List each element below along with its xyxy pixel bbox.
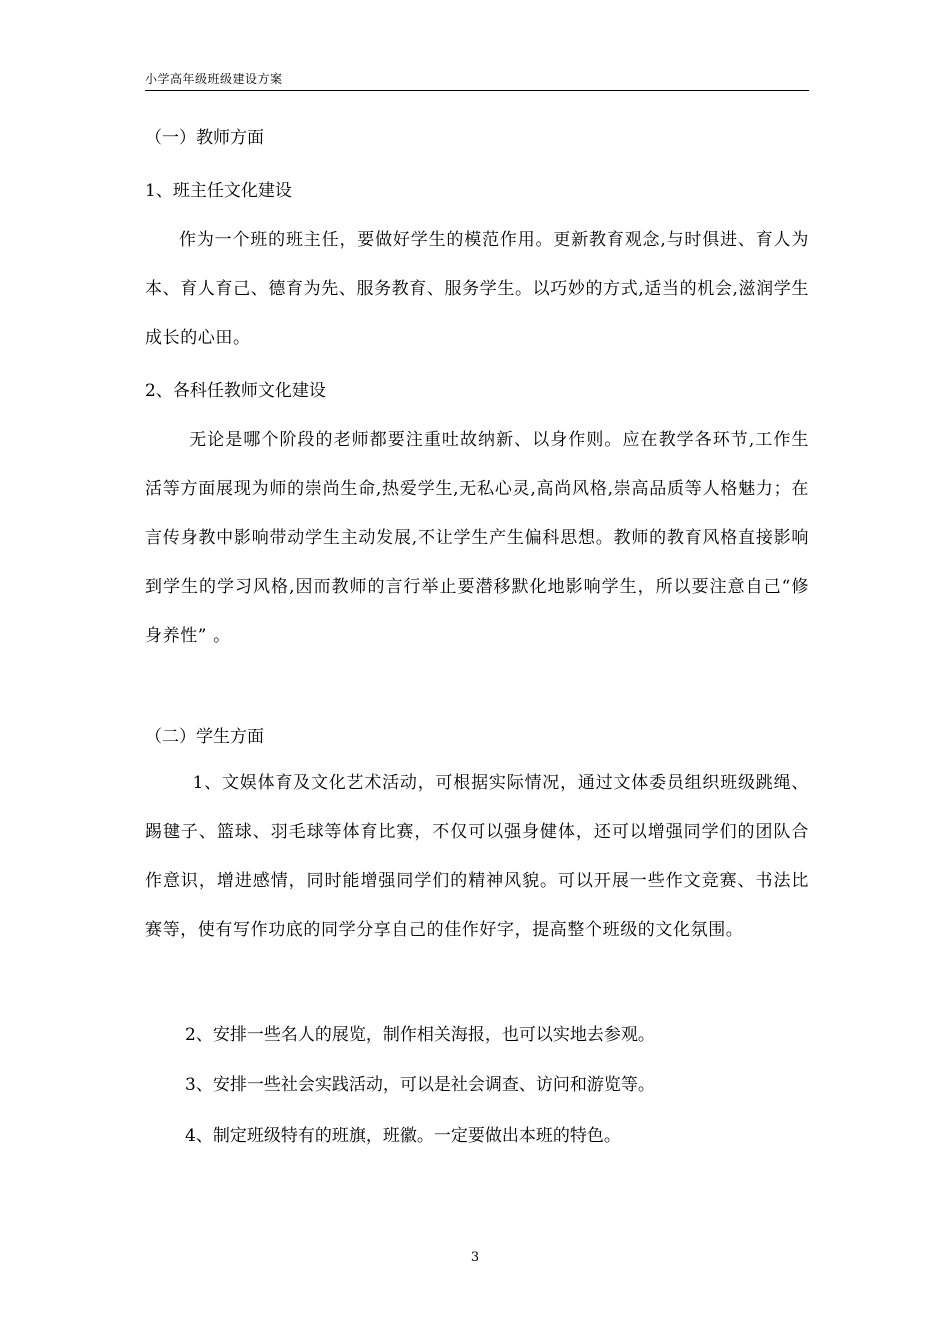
teacher-item1-text: 作为一个班的班主任，要做好学生的模范作用。更新教育观念,与时俱进、育人为本、育人育己、德育为先、服务教育、服务学生。以巧妙的方式,适当的机会,滋润学生成长的心田。 bbox=[145, 230, 809, 348]
section-heading-student: （二）学生方面 bbox=[145, 727, 264, 747]
header-title: 小学高年级班级建设方案 bbox=[145, 72, 283, 86]
teacher-item2-text: 无论是哪个阶段的老师都要注重吐故纳新、以身作则。应在教学各环节,工作生活等方面展现为师的崇尚生命,热爱学生,无私心灵,高尚风格,崇高品质等人格魅力；在言传身教中影响带动学生主动发展,不让学生产生偏科思想。教师的教育风格直接影响到学生的学习风格,因而教师的言行举止要潜移默化地影响学生，所以要注意自己“修身养性” 。 bbox=[145, 430, 809, 646]
section-heading-teacher: （一）教师方面 bbox=[145, 128, 264, 148]
student-item1-text: 1、文娱体育及文化艺术活动，可根据实际情况，通过文体委员组织班级跳绳、踢毽子、篮球、羽毛球等体育比赛，不仅可以强身健体，还可以增强同学们的团队合作意识，增进感情，同时能增强同学们的精神风貌。可以开展一些作文竞赛、书法比赛等，使有写作功底的同学分享自己的佳作好字，提高整个班级的文化氛围。 bbox=[145, 773, 809, 940]
student-item2-text: 2、安排一些名人的展览，制作相关海报，也可以实地去参观。 bbox=[185, 1025, 655, 1045]
student-item3-text: 3、安排一些社会实践活动，可以是社会调查、访问和游览等。 bbox=[185, 1075, 655, 1095]
page-number: 3 bbox=[470, 1250, 480, 1265]
teacher-item2-title: 2、各科任教师文化建设 bbox=[145, 381, 326, 401]
page-header bbox=[145, 70, 809, 91]
teacher-item1-title: 1、班主任文化建设 bbox=[145, 181, 292, 201]
student-item4-text: 4、制定班级特有的班旗，班徽。一定要做出本班的特色。 bbox=[185, 1126, 621, 1146]
